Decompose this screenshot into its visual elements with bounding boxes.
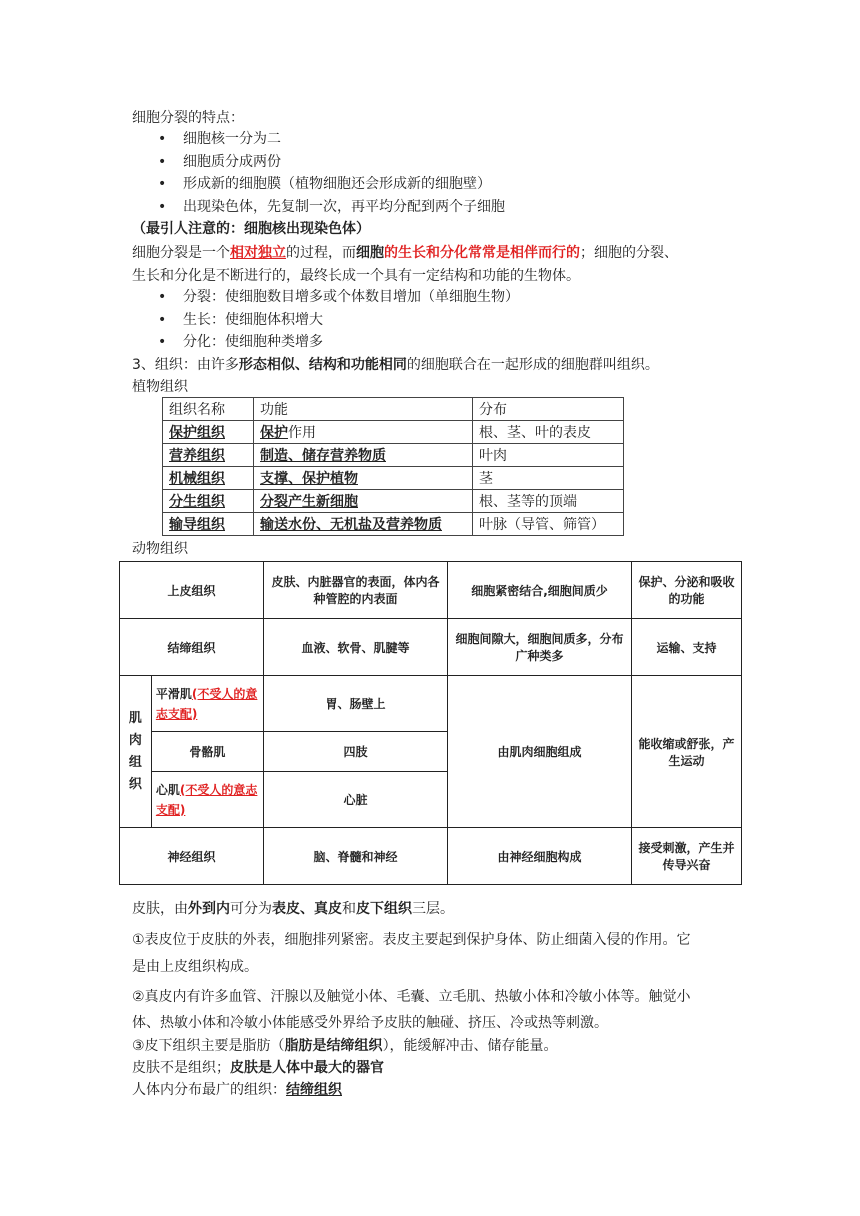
feature-cell: 细胞间隙大，细胞间质多，分布广种类多 — [448, 619, 632, 676]
table-row — [163, 467, 624, 490]
tissue-name-cell: 分生组织 — [163, 490, 254, 513]
function-cell: 输送水份、无机盐及营养物质 — [254, 513, 473, 536]
relation-line-2: 生长和分化是不断进行的，最终长成一个具有一定结构和功能的生物体。 — [132, 268, 580, 284]
tissue-name-cell: 机械组织 — [163, 467, 254, 490]
animal-tissue-table — [119, 561, 742, 885]
plant-tissue-table — [162, 397, 624, 536]
table-row — [120, 676, 742, 732]
animal-tissue-label: 动物组织 — [132, 541, 188, 557]
document-page: 细胞分裂的特点： 细胞核一分为二 细胞质分成两份 形成新的细胞膜（植物细胞还会形成新的细胞壁） 出现染色体，先复制一次，再平均分配到两个子细胞 （最引人注意的：细胞核出现染色体） 细胞分裂是一个相对独立的过程，而细胞的生长和分化常常是相伴而行的；细胞的分裂、 生长和分化是不断进行的，最终长成一个具有一定结构和功能的生物体。 分裂：使细胞数目增多或个体数目增加（单细胞生物） 生长：使细胞体积增大 分化：使细胞种类增多 3、组织：由许多形态相似、结构和功能相同的细胞联合在一起形成的细胞群叫组织。 植物组织 组织名称 功能 分布 保护组织 保护作用 根、茎、叶的表皮 营养组织 制造、储存营养物质 叶肉 机械组织 支撑、保护植物 茎 分生组织 分裂产生新细胞 根、茎等的顶端 输导组织 输送水份、无机盐及营养物质 叶脉（导管、筛管） 动物组织 上皮组织 皮肤、内脏器官的表面，体内各种管腔的内表面 细胞紧密结合,细胞间质少 保护、分泌和吸收的功能 结缔组织 血液、软骨、肌腱等 细胞间隙大，细胞间质多，分布广种类多 运输、支持 肌肉组织 平滑肌(不受人的意志支配) 胃、肠壁上 由肌肉细胞组成 能收缩或舒张，产生运动 骨骼肌 四肢 心肌(不受人的意志支配) 心脏 神经组织 脑、脊髓和神经 由神经细胞构成 接受刺激，产生并传导兴奋 皮肤，由外到内可分为表皮、真皮和皮下组织三层。 ①表皮位于皮肤的外表，细胞排列紧密。表皮主要起到保护身体、防止细菌入侵的作用。它 是由上皮组织构成。 ②真皮内有许多血管、汗腺以及触觉小体、毛囊、立毛肌、热敏小体和冷敏小体等。触觉小 体、热敏小体和冷敏小体能感受外界给予皮肤的触碰、挤压、冷或热等刺激。 ③皮下组织主要是脂肪（脂肪是结缔组织），能缓解冲击、储存能量。 皮肤不是组织；皮肤是人体中最大的器官 人体内分布最广的组织：结缔组织 — [0, 0, 860, 1216]
location-cell: 皮肤、内脏器官的表面，体内各种管腔的内表面 — [264, 562, 448, 619]
distribution-cell: 根、茎、叶的表皮 — [473, 421, 624, 444]
feature-cell: 细胞紧密结合,细胞间质少 — [448, 562, 632, 619]
tissue-name-cell: 营养组织 — [163, 444, 254, 467]
location-cell: 血液、软骨、肌腱等 — [264, 619, 448, 676]
header-cell: 功能 — [254, 398, 473, 421]
tissue-name-cell: 平滑肌(不受人的意志支配) — [151, 676, 263, 732]
skin-subcutaneous-line: ③皮下组织主要是脂肪（脂肪是结缔组织），能缓解冲击、储存能量。 — [132, 1038, 558, 1054]
division-heading: 细胞分裂的特点： — [132, 110, 244, 126]
distribution-cell: 茎 — [473, 467, 624, 490]
function-cell: 制造、储存营养物质 — [254, 444, 473, 467]
feature-cell: 由神经细胞构成 — [448, 828, 632, 885]
muscle-group-cell: 肌肉组织 — [120, 676, 152, 828]
skin-intro: 皮肤，由外到内可分为表皮、真皮和皮下组织三层。 — [132, 901, 454, 917]
function-cell: 保护、分泌和吸收的功能 — [632, 562, 742, 619]
widest-tissue-line: 人体内分布最广的组织：结缔组织 — [132, 1082, 342, 1098]
location-cell: 四肢 — [264, 732, 448, 772]
table-row — [163, 421, 624, 444]
feature-cell: 由肌肉细胞组成 — [448, 676, 632, 828]
tissue-name-cell: 神经组织 — [120, 828, 264, 885]
table-row — [120, 562, 742, 619]
function-cell: 保护作用 — [254, 421, 473, 444]
table-row — [163, 490, 624, 513]
distribution-cell: 叶肉 — [473, 444, 624, 467]
tissue-name-cell: 保护组织 — [163, 421, 254, 444]
location-cell: 心脏 — [264, 772, 448, 828]
table-row — [163, 444, 624, 467]
location-cell: 脑、脊髓和神经 — [264, 828, 448, 885]
tissue-name-cell: 结缔组织 — [120, 619, 264, 676]
table-row — [120, 619, 742, 676]
function-cell: 运输、支持 — [632, 619, 742, 676]
skin-dermis-line-2: 体、热敏小体和冷敏小体能感受外界给予皮肤的触碰、挤压、冷或热等刺激。 — [132, 1015, 608, 1031]
location-cell: 胃、肠壁上 — [264, 676, 448, 732]
header-cell: 分布 — [473, 398, 624, 421]
distribution-cell: 根、茎等的顶端 — [473, 490, 624, 513]
skin-epidermis-line-1: ①表皮位于皮肤的外表，细胞排列紧密。表皮主要起到保护身体、防止细菌入侵的作用。它 — [132, 932, 691, 948]
skin-epidermis-line-2: 是由上皮组织构成。 — [132, 959, 258, 975]
tissue-name-cell: 骨骼肌 — [151, 732, 263, 772]
skin-organ-line: 皮肤不是组织；皮肤是人体中最大的器官 — [132, 1060, 384, 1076]
function-cell: 能收缩或舒张，产生运动 — [632, 676, 742, 828]
tissue-name-cell: 上皮组织 — [120, 562, 264, 619]
tissue-definition: 3、组织：由许多形态相似、结构和功能相同的细胞联合在一起形成的细胞群叫组织。 — [132, 357, 659, 373]
relation-line-1: 细胞分裂是一个相对独立的过程，而细胞的生长和分化常常是相伴而行的；细胞的分裂、 — [132, 245, 678, 261]
function-cell: 分裂产生新细胞 — [254, 490, 473, 513]
tissue-name-cell: 心肌(不受人的意志支配) — [151, 772, 263, 828]
distribution-cell: 叶脉（导管、筛管） — [473, 513, 624, 536]
table-row — [163, 513, 624, 536]
function-cell: 接受刺激，产生并传导兴奋 — [632, 828, 742, 885]
table-header-row — [163, 398, 624, 421]
division-note: （最引人注意的：细胞核出现染色体） — [132, 221, 370, 237]
table-row — [120, 828, 742, 885]
function-cell: 支撑、保护植物 — [254, 467, 473, 490]
tissue-name-cell: 输导组织 — [163, 513, 254, 536]
skin-dermis-line-1: ②真皮内有许多血管、汗腺以及触觉小体、毛囊、立毛肌、热敏小体和冷敏小体等。触觉小 — [132, 989, 691, 1005]
header-cell: 组织名称 — [163, 398, 254, 421]
plant-tissue-label: 植物组织 — [132, 379, 188, 395]
